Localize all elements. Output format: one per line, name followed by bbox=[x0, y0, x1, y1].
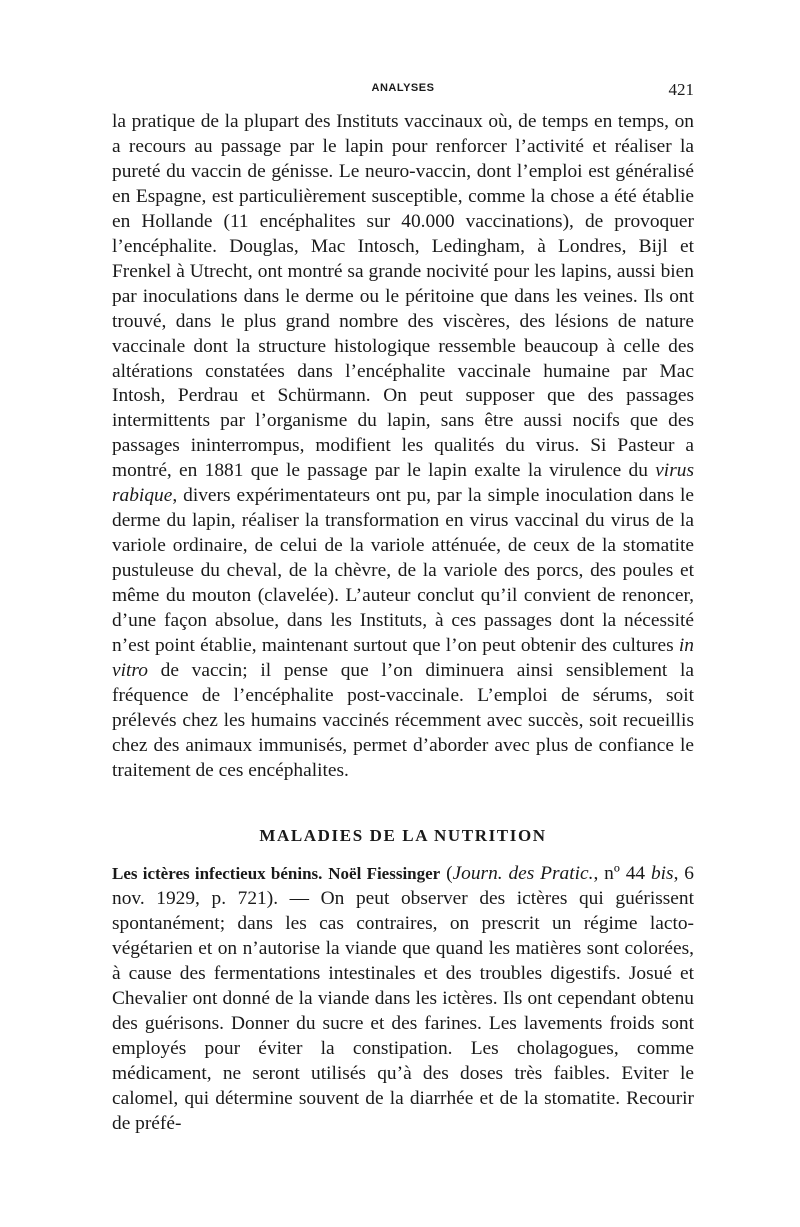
entry-ref-open: ( bbox=[440, 863, 453, 884]
entry-author: Noël Fiessinger bbox=[328, 864, 441, 883]
entry-journal: Journ. des Pratic. bbox=[452, 863, 594, 884]
body-text-part-1: la pratique de la plupart des Instituts vaccinaux où, de temps en temps, on a recours au passage par le lapin pour renforcer l’activité et réaliser la pureté du vaccin de génisse. Le neuro-vaccin, dont l’emploi est généralisé en Espagne, est particulièrement susceptible, comme la chose a été établie en Hollande (11 encéphalites sur 40.000 vaccinations), de provoquer l’encéphalite. Douglas, Mac Intosch, Ledingham, à Londres, Bijl et Frenkel à Utrecht, ont montré sa grande nocivité pour les lapins, aussi bien par inoculations dans le derme ou le péritoine que dans les veines. Ils ont trouvé, dans le plus grand nombre des viscères, des lésions de nature vaccinale dont la structure histologique ressemble beaucoup à celle des altérations constatées dans l’encéphalite vaccinale humaine par Mac Intosh, Perdrau et Schürmann. On peut supposer que des passages intermittents par l’organisme du lapin, sans être aussi nocifs que des passages ininterrompus, modifient les qualités du virus. Si Pasteur a montré, en 1881 que le passage par le lapin exalte la virulence du bbox=[112, 111, 694, 482]
abstract-entry bbox=[112, 861, 694, 1136]
running-head bbox=[112, 80, 694, 100]
italic-in-vitro: in vitro bbox=[112, 635, 694, 681]
italic-virus-rabique: virus rabique bbox=[112, 460, 694, 507]
body-text-part-3: de vaccin; il pense que l’on diminuera ainsi sensiblement la fréquence de l’encéphalite post-vaccinale. L’emploi de sérums, soit prélevés chez les humains vaccinés récemment avec succès, soit recueillis chez des animaux immunisés, permet d’aborder avec plus de confiance le traitement de ces encéphalites. bbox=[112, 659, 694, 781]
body-text-part-2: , divers expérimentateurs ont pu, par la simple inoculation dans le derme du lapin, réaliser la transformation en virus vaccinal du virus de la variole ordinaire, de celui de la variole atténuée, de ceux de la stomatite pustuleuse du cheval, de la chèvre, de la variole des porcs, des poules et même du mouton (clavelée). L’auteur conclut qu’il convient de renoncer, d’une façon absolue, dans les Instituts, à ces passages dont la nécessité n’est point établie, maintenant surtout que l’on peut obtenir des cultures bbox=[112, 485, 694, 657]
entry-title: Les ictères infectieux bénins. bbox=[112, 864, 323, 883]
page-number: 421 bbox=[668, 80, 694, 99]
body-paragraph bbox=[112, 110, 694, 784]
entry-ref-issue: , nº 44 bbox=[593, 863, 651, 884]
entry-text: On peut observer des ictères qui guérissent spontanément; dans les cas contraires, on prescrit un régime lacto-végétarien et on n’autorise la viande que quand les matières sont colorées, à cause des fermentations intestinales et des troubles digestifs. Josué et Chevalier ont donné de la viande dans les ictères. Ils ont cependant obtenu des guérisons. Donner du sucre et des farines. Les lavements froids sont employés pour éviter la constipation. Les cholagogues, comme médicament, ne seront utilisés qu’à des doses très faibles. Eviter le calomel, qui détermine souvent de la diarrhée et de la stomatite. Recourir de préfé- bbox=[112, 888, 694, 1134]
entry-bis: bis bbox=[650, 863, 674, 884]
section-heading: MALADIES DE LA NUTRITION bbox=[259, 826, 547, 845]
running-title: ANALYSES bbox=[371, 82, 435, 94]
entry-ref-rest: , 6 nov. 1929, p. 721). — bbox=[112, 863, 694, 909]
